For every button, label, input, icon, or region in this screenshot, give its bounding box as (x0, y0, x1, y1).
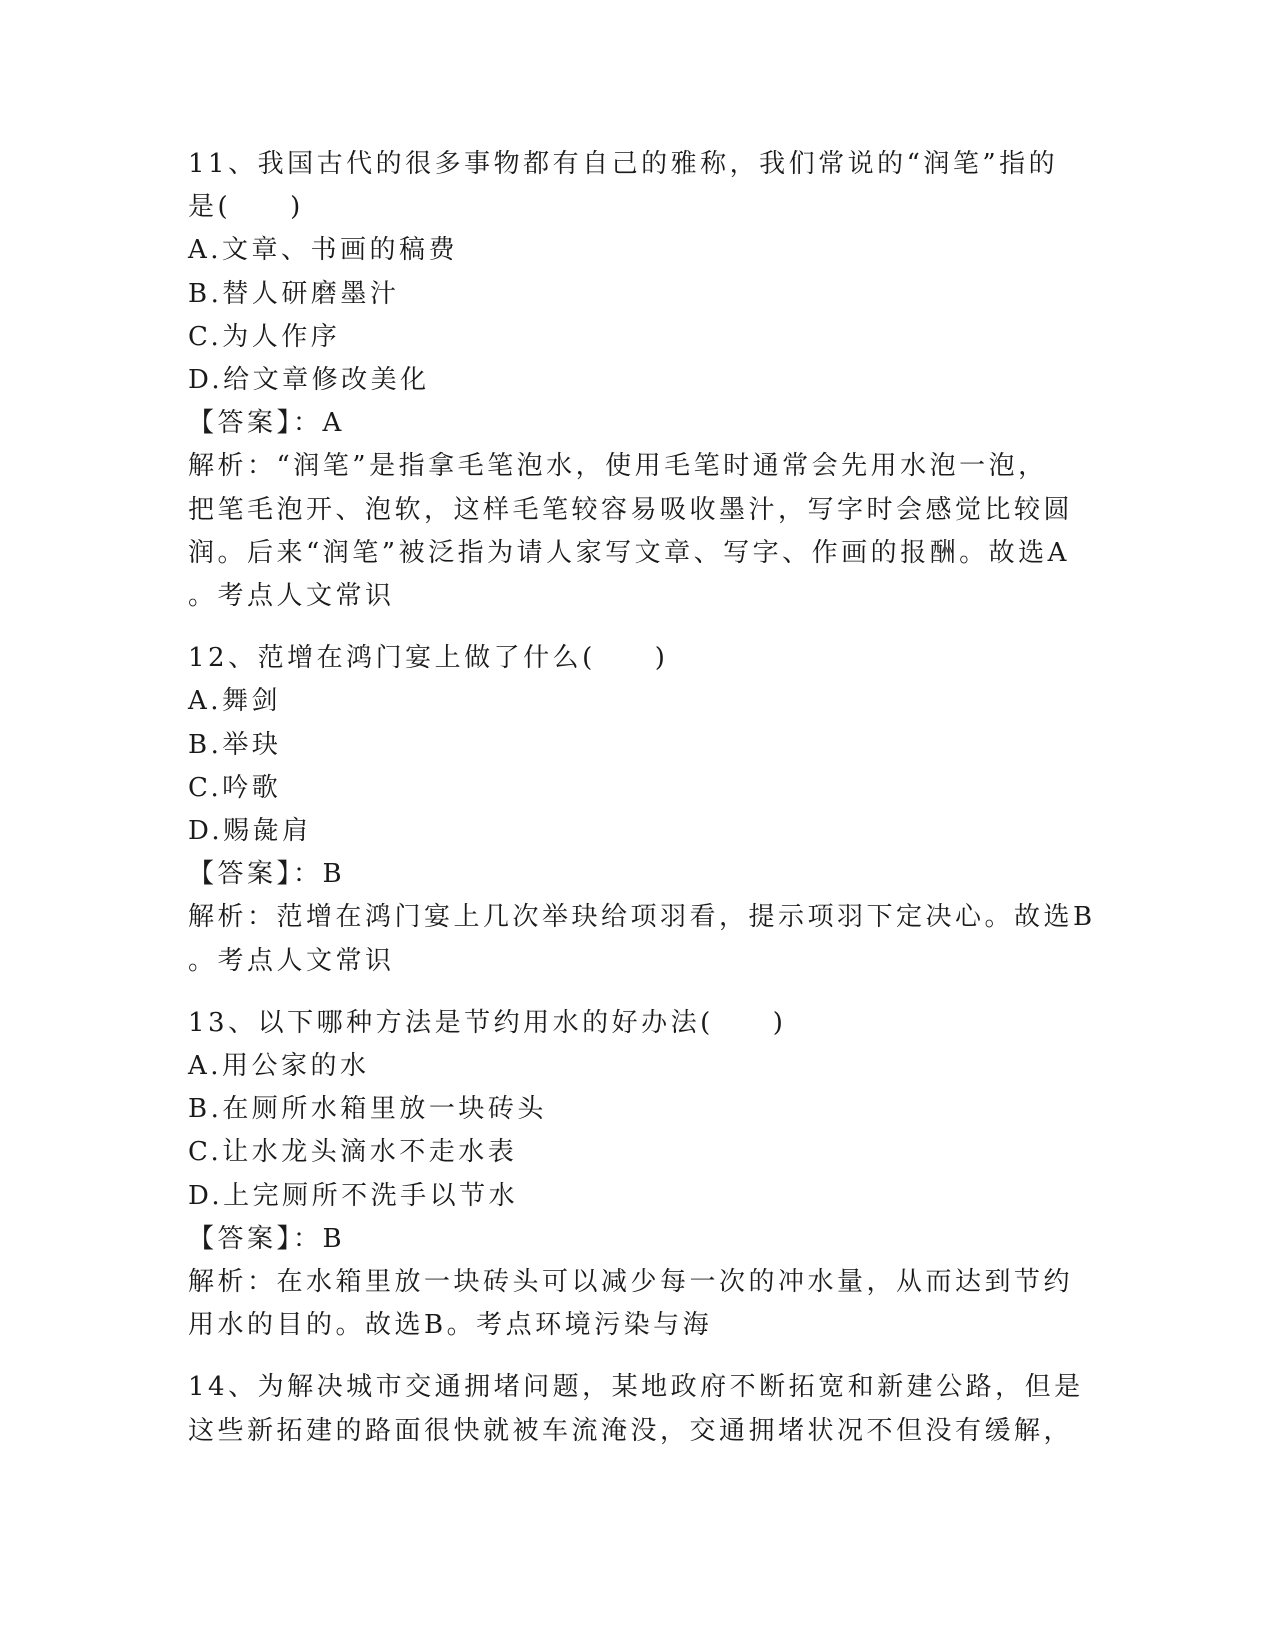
option-b: B.举玦 (188, 729, 282, 760)
analysis-line: 把笔毛泡开、泡软，这样毛笔较容易吸收墨汁，写字时会感觉比较圆 (188, 494, 1074, 525)
option-b: B.在厕所水箱里放一块砖头 (188, 1094, 547, 1125)
analysis-line: 。考点人文常识 (188, 581, 395, 612)
question-stem-line: 13、以下哪种方法是节约用水的好办法( ) (188, 1007, 787, 1038)
option-d: D.给文章修改美化 (188, 365, 430, 396)
question-stem-line: 14、为解决城市交通拥堵问题，某地政府不断拓宽和新建公路，但是 (188, 1372, 1084, 1403)
question-12 (188, 637, 1096, 983)
answer-line: 【答案】：B (188, 1223, 346, 1254)
question-stem-line: 这些新拓建的路面很快就被车流淹没，交通拥堵状况不但没有缓解， (188, 1415, 1074, 1446)
option-c: C.吟歌 (188, 772, 282, 803)
question-13 (188, 1002, 1088, 1348)
analysis-line: 润。后来“润笔”被泛指为请人家写文章、写字、作画的报酬。故选A (188, 537, 1070, 568)
answer-line: 【答案】：A (188, 408, 345, 439)
question-14 (188, 1366, 1088, 1452)
question-11 (188, 143, 1088, 618)
option-b: B.替人研磨墨汁 (188, 278, 400, 309)
question-stem-line: 11、我国古代的很多事物都有自己的雅称，我们常说的“润笔”指的 (188, 149, 1059, 179)
analysis-line: 解析：范增在鸿门宴上几次举玦给项羽看，提示项羽下定决心。故选B (188, 902, 1096, 933)
option-a: A.用公家的水 (188, 1051, 370, 1082)
analysis-line: 解析：“润笔”是指拿毛笔泡水，使用毛笔时通常会先用水泡一泡， (188, 451, 1048, 482)
question-list (188, 143, 1096, 1472)
option-d: D.上完厕所不洗手以节水 (188, 1180, 519, 1211)
analysis-line: 解析：在水箱里放一块砖头可以减少每一次的冲水量，从而达到节约 (188, 1267, 1074, 1298)
question-stem-line: 12、范增在鸿门宴上做了什么( ) (188, 643, 669, 674)
answer-line: 【答案】：B (188, 859, 346, 890)
option-c: C.让水龙头滴水不走水表 (188, 1137, 518, 1168)
option-c: C.为人作序 (188, 321, 341, 352)
option-a: A.文章、书画的稿费 (188, 235, 459, 266)
analysis-line: 用水的目的。故选B。考点环境污染与海 (188, 1310, 713, 1341)
option-a: A.舞剑 (188, 686, 282, 717)
question-stem-line: 是( ) (188, 192, 304, 223)
analysis-line: 。考点人文常识 (188, 945, 395, 976)
option-d: D.赐彘肩 (188, 816, 312, 847)
